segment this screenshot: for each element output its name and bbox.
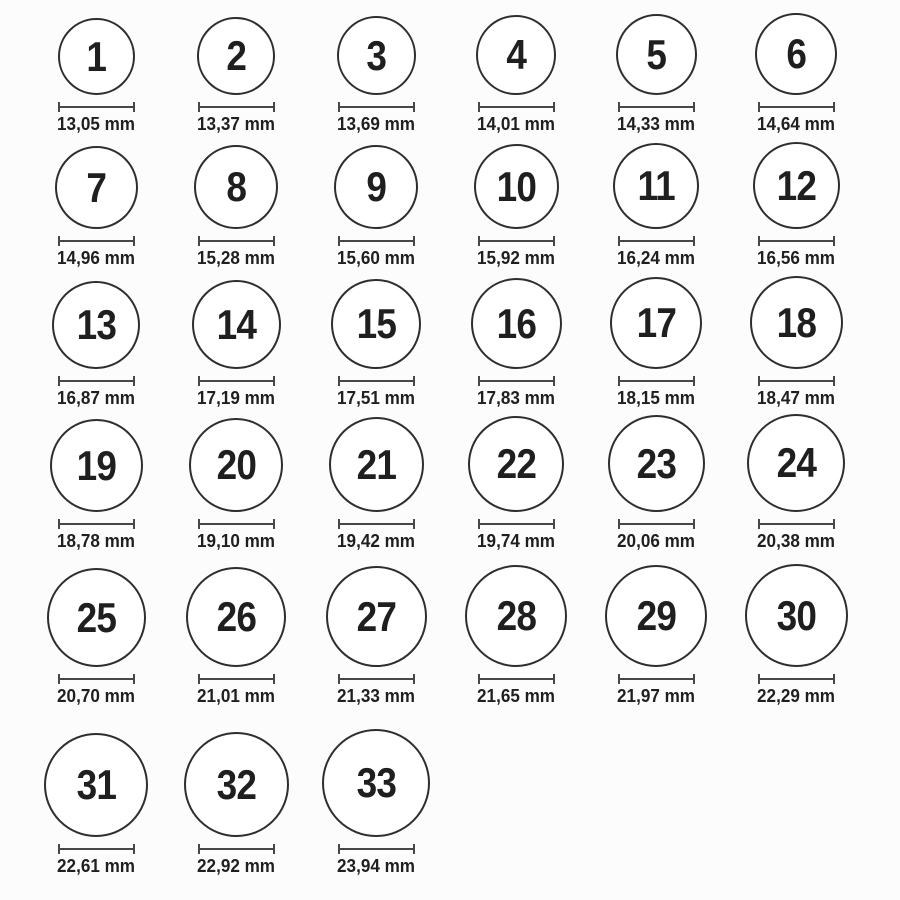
ring-size-circle [197,17,275,95]
measure-line-bar [620,106,693,108]
ring-size-circle [610,277,702,369]
measure-line [478,376,555,386]
measure-line-bar [60,240,133,242]
ring-size-cell [26,137,166,271]
ring-size-circle [616,14,697,95]
measure-line-bar [760,240,833,242]
ring-size-cell [446,411,586,554]
ring-size-circle [186,567,286,667]
diameter-label: 15,28 mm [197,248,275,268]
measure-line [198,102,275,112]
measure-line-bar [60,380,133,382]
ring-size-number: 4 [506,31,526,78]
ring-size-cell [26,411,166,554]
ring-size-circle [468,416,564,512]
measure-line-bar [620,240,693,242]
ring-size-circle [608,415,705,512]
measure-line-bar [340,523,413,525]
ring-size-cell [726,137,866,271]
measure-line-bar [760,523,833,525]
ring-size-number: 18 [776,298,816,346]
ring-size-circle [194,145,278,229]
diameter-label: 21,97 mm [617,686,695,706]
ring-size-cell [306,2,446,137]
ring-size-circle [476,15,556,95]
diameter-label: 18,15 mm [617,388,695,408]
measure-line [58,674,135,684]
ring-size-circle [192,280,281,369]
ring-size-cell [726,554,866,709]
diameter-label: 16,87 mm [57,388,135,408]
measure-line [618,674,695,684]
ring-size-number: 22 [496,440,536,487]
ring-size-circle [471,278,562,369]
ring-size-number: 20 [216,441,256,488]
ring-size-cell [166,137,306,271]
ring-size-circle [322,729,430,837]
measure-line [338,674,415,684]
measure-line [338,102,415,112]
diameter-label: 21,33 mm [337,686,415,706]
ring-size-number: 13 [76,301,116,348]
measure-line-bar [200,678,273,680]
measure-line [198,844,275,854]
ring-size-cell [306,709,446,879]
ring-size-number: 10 [496,162,536,210]
ring-size-circle [329,417,424,512]
measure-line [338,844,415,854]
measure-line [338,376,415,386]
ring-size-number: 5 [646,30,666,78]
measure-line-bar [760,678,833,680]
ring-size-cell [446,554,586,709]
diameter-label: 23,94 mm [337,856,415,876]
ring-size-number: 2 [226,32,246,79]
measure-line [338,519,415,529]
ring-size-circle [58,18,135,95]
measure-line-bar [60,106,133,108]
ring-size-cell [166,709,306,879]
ring-size-number: 27 [356,592,396,640]
measure-line-bar [480,523,553,525]
diameter-label: 22,61 mm [57,856,135,876]
ring-size-cell [166,411,306,554]
measure-line-bar [620,523,693,525]
ring-size-number: 9 [366,163,386,210]
ring-size-number: 25 [76,593,116,641]
diameter-label: 16,24 mm [617,248,695,268]
ring-size-number: 16 [496,299,536,347]
ring-size-number: 30 [776,591,816,639]
measure-line [758,236,835,246]
ring-size-circle [745,564,848,667]
ring-size-cell [726,271,866,411]
measure-line-bar [200,240,273,242]
measure-line-bar [760,106,833,108]
ring-size-circle [55,146,138,229]
diameter-label: 18,47 mm [757,388,835,408]
measure-line-bar [340,240,413,242]
diameter-label: 20,70 mm [57,686,135,706]
measure-line-bar [60,848,133,850]
measure-line [758,519,835,529]
ring-size-number: 31 [76,761,116,808]
diameter-label: 21,65 mm [477,686,555,706]
measure-line [58,844,135,854]
ring-size-number: 8 [226,163,246,210]
measure-line [618,102,695,112]
ring-size-cell [306,411,446,554]
ring-size-circle [326,566,427,667]
ring-size-circle [753,142,840,229]
ring-size-circle [465,565,567,667]
ring-size-cell [26,271,166,411]
diameter-label: 14,33 mm [617,114,695,134]
ring-size-circle [47,568,146,667]
ring-size-cell [306,137,446,271]
diameter-label: 22,92 mm [197,856,275,876]
measure-line [58,376,135,386]
ring-size-number: 33 [356,759,396,806]
ring-size-cell [726,411,866,554]
diameter-label: 18,78 mm [57,531,135,551]
ring-size-circle [755,13,837,95]
measure-line-bar [620,678,693,680]
ring-size-cell [26,709,166,879]
measure-line [58,102,135,112]
measure-line-bar [60,678,133,680]
measure-line [478,519,555,529]
ring-size-circle [747,414,845,512]
ring-size-cell [726,2,866,137]
diameter-label: 13,05 mm [57,114,135,134]
ring-size-number: 32 [216,760,256,808]
measure-line [618,519,695,529]
diameter-label: 14,96 mm [57,248,135,268]
ring-size-circle [750,276,843,369]
measure-line-bar [200,106,273,108]
ring-size-number: 6 [786,30,806,77]
ring-size-circle [337,16,416,95]
diameter-label: 22,29 mm [757,686,835,706]
ring-size-number: 3 [366,31,386,79]
ring-size-circle [605,565,707,667]
measure-line [58,236,135,246]
measure-line [478,102,555,112]
diameter-label: 17,19 mm [197,388,275,408]
ring-size-circle [52,281,140,369]
ring-size-cell [166,554,306,709]
diameter-label: 16,56 mm [757,248,835,268]
measure-line [758,102,835,112]
ring-size-number: 24 [776,439,816,486]
diameter-label: 19,42 mm [337,531,415,551]
ring-size-cell [166,271,306,411]
diameter-label: 14,01 mm [477,114,555,134]
ring-size-circle [331,279,421,369]
ring-size-number: 7 [86,163,106,211]
measure-line [58,519,135,529]
ring-size-cell [26,2,166,137]
diameter-label: 13,69 mm [337,114,415,134]
measure-line-bar [620,380,693,382]
measure-line-bar [480,678,553,680]
diameter-label: 17,83 mm [477,388,555,408]
diameter-label: 17,51 mm [337,388,415,408]
measure-line-bar [60,523,133,525]
measure-line-bar [200,380,273,382]
ring-size-number: 17 [636,299,676,346]
ring-size-number: 23 [636,439,676,487]
ring-size-number: 28 [496,592,536,639]
ring-size-number: 1 [86,32,106,80]
measure-line-bar [340,106,413,108]
ring-size-cell [586,554,726,709]
diameter-label: 19,74 mm [477,531,555,551]
measure-line [478,236,555,246]
ring-size-number: 21 [356,440,396,488]
ring-size-cell [306,554,446,709]
diameter-label: 21,01 mm [197,686,275,706]
measure-line [338,236,415,246]
ring-size-cell [26,554,166,709]
ring-size-number: 14 [216,300,256,348]
ring-size-circle [50,419,143,512]
ring-size-cell [166,2,306,137]
diameter-label: 20,38 mm [757,531,835,551]
ring-size-number: 15 [356,300,396,347]
ring-size-circle [474,144,559,229]
diameter-label: 15,92 mm [477,248,555,268]
ring-size-number: 29 [636,592,676,639]
ring-size-circle [189,418,283,512]
measure-line [198,376,275,386]
ring-size-number: 26 [216,593,256,640]
ring-size-circle [613,143,699,229]
diameter-label: 19,10 mm [197,531,275,551]
measure-line [618,376,695,386]
ring-size-cell [586,137,726,271]
measure-line-bar [480,240,553,242]
ring-size-cell [586,2,726,137]
diameter-label: 14,64 mm [757,114,835,134]
measure-line-bar [200,848,273,850]
diameter-label: 15,60 mm [337,248,415,268]
measure-line [618,236,695,246]
ring-size-cell [586,271,726,411]
ring-size-circle [334,145,418,229]
measure-line-bar [340,848,413,850]
measure-line-bar [480,380,553,382]
measure-line-bar [200,523,273,525]
ring-size-circle [184,732,289,837]
ring-size-cell [446,137,586,271]
ring-size-cell [446,271,586,411]
ring-size-number: 12 [776,161,816,209]
measure-line [198,674,275,684]
measure-line-bar [340,380,413,382]
measure-line-bar [480,106,553,108]
measure-line [758,376,835,386]
measure-line [198,236,275,246]
ring-size-number: 11 [637,162,675,209]
measure-line [198,519,275,529]
ring-size-number: 19 [76,441,116,489]
measure-line [758,674,835,684]
measure-line-bar [760,380,833,382]
diameter-label: 13,37 mm [197,114,275,134]
measure-line [478,674,555,684]
diameter-label: 20,06 mm [617,531,695,551]
ring-size-cell [306,271,446,411]
measure-line-bar [340,678,413,680]
ring-size-cell [586,411,726,554]
ring-size-cell [446,2,586,137]
ring-size-circle [44,733,148,837]
